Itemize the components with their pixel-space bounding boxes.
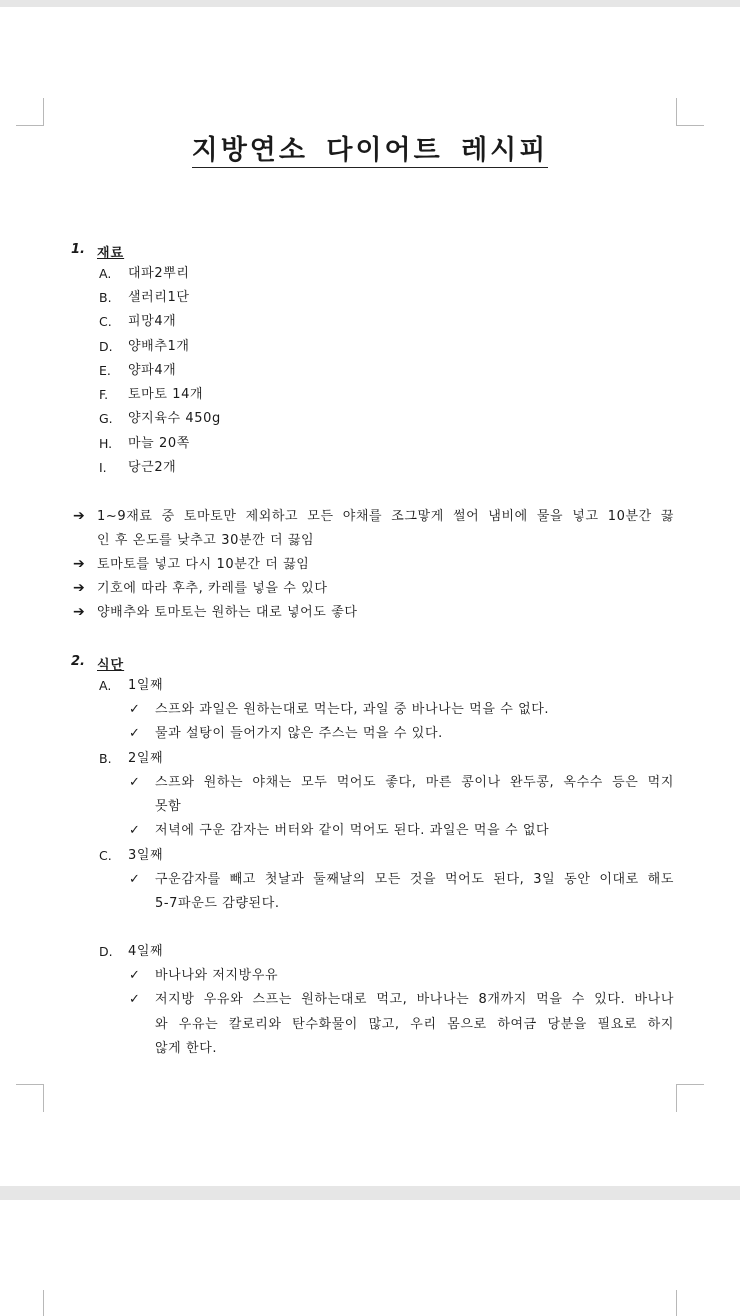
- ingredient-letter: A.: [99, 266, 112, 281]
- ingredient-item: 피망4개: [128, 314, 177, 329]
- ingredient-item: 샐러리1단: [128, 290, 190, 305]
- section-1-title: 재료: [97, 246, 125, 261]
- margin-mark-top-left: [16, 98, 44, 126]
- check-icon: ✓: [129, 872, 140, 887]
- arrow-icon: ➔: [73, 580, 85, 596]
- next-page: [0, 1200, 740, 1316]
- step-2: 토마토를 넣고 다시 10분간 더 끓임: [97, 557, 310, 572]
- ingredient-item: 마늘 20쪽: [128, 436, 190, 451]
- day-4-bullet-2-line-2: 와 우유는 칼로리와 탄수화물이 많고, 우리 몸으로 하여금 당분을 필요로 하지: [155, 1017, 674, 1032]
- arrow-icon: ➔: [73, 508, 85, 524]
- margin-mark-right: [676, 1290, 677, 1316]
- day-4-bullet-1: 바나나와 저지방우유: [155, 968, 279, 983]
- day-1-bullet-2: 물과 설탕이 들어가지 않은 주스는 먹을 수 있다.: [155, 726, 443, 741]
- check-icon: ✓: [129, 702, 140, 717]
- day-1-bullet-1: 스프와 과일은 원하는대로 먹는다, 과일 중 바나나는 먹을 수 없다.: [155, 702, 550, 717]
- check-icon: ✓: [129, 775, 140, 790]
- day-3-bullet-1-line-2: 5-7파운드 감량된다.: [155, 896, 280, 911]
- check-icon: ✓: [129, 968, 140, 983]
- section-2-number: 2.: [71, 654, 85, 669]
- arrow-icon: ➔: [73, 604, 85, 620]
- check-icon: ✓: [129, 726, 140, 741]
- ingredient-letter: B.: [99, 290, 112, 305]
- section-2-title: 식단: [97, 658, 125, 673]
- ingredient-letter: I.: [99, 460, 107, 475]
- ingredient-letter: H.: [99, 436, 113, 451]
- day-letter: C.: [99, 848, 112, 863]
- check-icon: ✓: [129, 823, 140, 838]
- ingredient-item: 양배추1개: [128, 339, 190, 354]
- day-1-label: 1일째: [128, 678, 164, 693]
- step-3: 기호에 따라 후추, 카레를 넣을 수 있다: [97, 581, 328, 596]
- document-title: 지방연소 다이어트 레시피: [191, 135, 549, 166]
- day-2-bullet-2: 저녁에 구운 감자는 버터와 같이 먹어도 된다. 과일은 먹을 수 없다: [155, 823, 550, 838]
- step-4: 양배추와 토마토는 원하는 대로 넣어도 좋다: [97, 605, 358, 620]
- margin-mark-bottom-right: [676, 1084, 704, 1112]
- ingredient-letter: E.: [99, 363, 111, 378]
- day-letter: A.: [99, 678, 112, 693]
- ingredient-item: 당근2개: [128, 460, 177, 475]
- step-1-line-1: 1~9재료 중 토마토만 제외하고 모든 야채를 조그맣게 썰어 냄비에 물을 넣고 10분간 끓: [97, 509, 674, 524]
- check-icon: ✓: [129, 992, 140, 1007]
- ingredient-letter: D.: [99, 339, 113, 354]
- ingredient-letter: G.: [99, 411, 113, 426]
- arrow-icon: ➔: [73, 556, 85, 572]
- day-4-bullet-2-line-3: 않게 한다.: [155, 1041, 218, 1056]
- margin-mark-top-right: [676, 98, 704, 126]
- day-2-bullet-1-line-1: 스프와 원하는 야채는 모두 먹어도 좋다, 마른 콩이나 완두콩, 옥수수 등은 먹지: [155, 775, 674, 790]
- day-2-label: 2일째: [128, 751, 164, 766]
- ingredient-item: 양지육수 450g: [128, 411, 221, 426]
- ingredient-item: 양파4개: [128, 363, 177, 378]
- section-1-number: 1.: [71, 242, 85, 257]
- day-3-label: 3일째: [128, 848, 164, 863]
- day-letter: D.: [99, 944, 113, 959]
- step-1-line-2: 인 후 온도를 낮추고 30분깐 더 끓임: [97, 533, 315, 548]
- day-3-bullet-1-line-1: 구운감자를 빼고 첫날과 둘째날의 모든 것을 먹어도 된다, 3일 동안 이대로 해도: [155, 872, 674, 887]
- margin-mark-left: [43, 1290, 44, 1316]
- day-4-bullet-2-line-1: 저지방 우유와 스프는 원하는대로 먹고, 바나나는 8개까지 먹을 수 있다. 바나나: [155, 992, 674, 1007]
- ingredient-letter: F.: [99, 387, 109, 402]
- ingredient-item: 토마토 14개: [128, 387, 204, 402]
- day-4-label: 4일째: [128, 944, 164, 959]
- ingredient-item: 대파2뿌리: [128, 266, 190, 281]
- ingredient-letter: C.: [99, 314, 112, 329]
- day-2-bullet-1-line-2: 못함: [155, 799, 182, 814]
- margin-mark-bottom-left: [16, 1084, 44, 1112]
- day-letter: B.: [99, 751, 112, 766]
